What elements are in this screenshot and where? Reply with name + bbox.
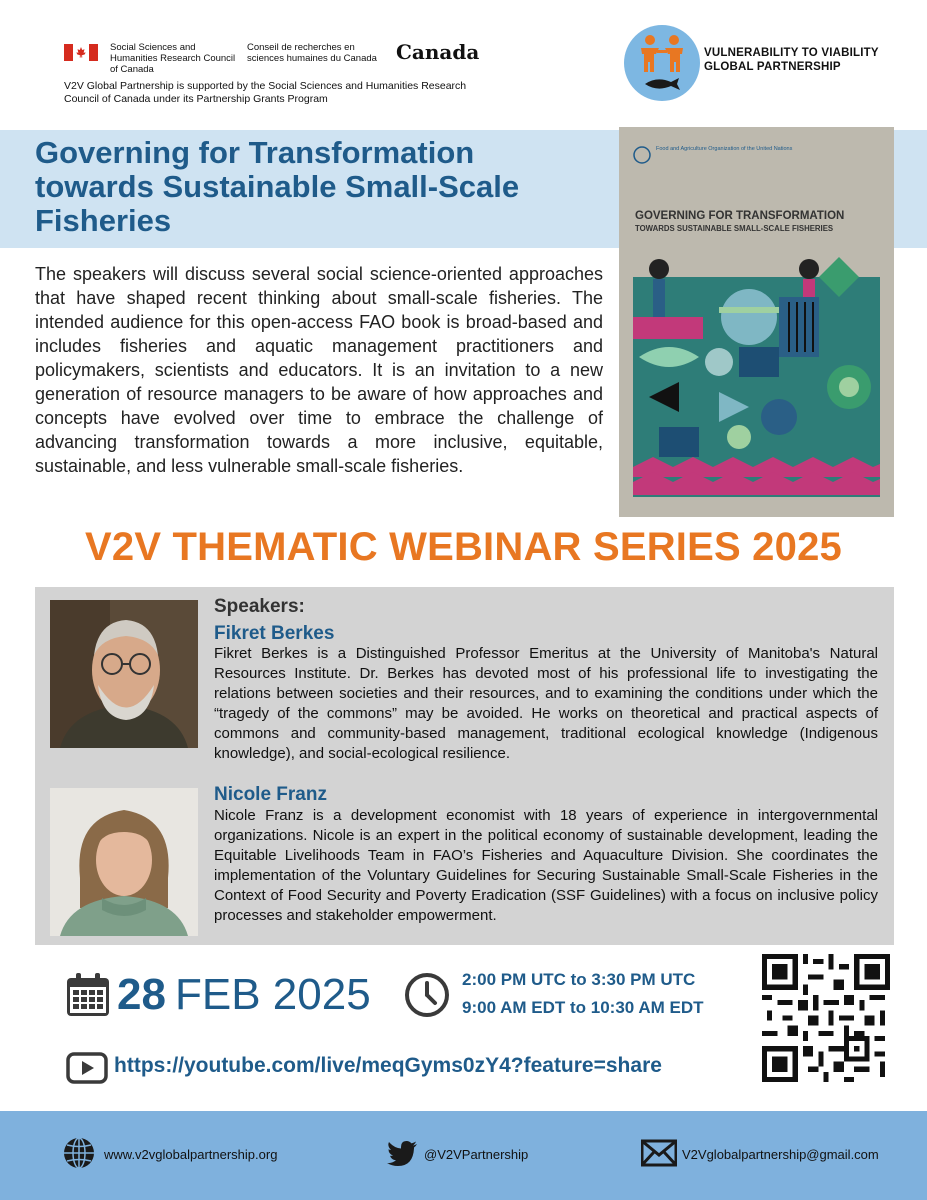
book-cover [619,127,894,517]
intro-paragraph: The speakers will discuss several social science-oriented approaches that have shaped recent thinking about small-scale fisheries. The intended audience for this open-access FAO book is broad-based and includes fisheries and aquatic management practitioners and policymakers, scientists and educators. It is an invitation to a new generation of resource managers to be aware of how approaches and concepts have evolved over time to embrace the challenge of advancing transformation towards a more inclusive, equitable, sustainable, and less vulnerable small-scale fisheries. [35,264,603,476]
event-time-utc: 2:00 PM UTC to 3:30 PM UTC [462,970,696,989]
sshrc-name-english: Social Sciences and Humanities Research Council of Canada [110,42,236,75]
twitter-bird-icon [386,1136,420,1170]
speaker-name: Fikret Berkes [214,623,335,644]
speaker-photo-fikret-berkes [50,600,198,748]
globe-icon [62,1136,96,1170]
support-statement: V2V Global Partnership is supported by the Social Sciences and Humanities Research Council of Canada under its Partnership Grants Program [64,80,467,105]
sshrc-name-french: Conseil de recherches en sciences humaines du Canada [247,42,377,64]
speaker-bio: Nicole Franz is a development economist with 18 years of experience in intergovernmental organizations. Nicole is an expert in the political economy of sustainable development, leading the Equitable Livelihoods Team in FAO’s Fisheries and Aquaculture Division. She coordinates the implementation of the Voluntary Guidelines for Securing Sustainable Small-Scale Fisheries in the Context of Food Security and Poverty Eradication (SSF Guidelines) with a focus on inclusive policy processes and stakeholder empowerment. [214,807,878,924]
canada-flag-icon [64,44,98,61]
clock-icon [404,972,450,1018]
calendar-icon [65,972,111,1018]
cover-subtitle-text: TOWARDS SUSTAINABLE SMALL-SCALE FISHERIES [635,224,834,233]
event-month-year: FEB 2025 [175,970,371,1019]
series-title: V2V THEMATIC WEBINAR SERIES 2025 [85,525,842,569]
qr-code[interactable] [762,954,890,1082]
youtube-play-icon [66,1052,108,1084]
cover-org-text: Food and Agriculture Organization of the United Nations [656,146,793,152]
speaker-name: Nicole Franz [214,784,327,805]
page-title: Governing for Transformation towards Sustainable Small-Scale Fisheries [35,135,520,238]
speaker-bio: Fikret Berkes is a Distinguished Professor Emeritus at the University of Manitoba's Natural Resources Institute. Dr. Berkes has devoted most of his professional life to investigating the relations between societies and their resources, and to examining the conditions under which the “tragedy of the commons” may be avoided. He works on theoretical and practical aspects of commons and community-based management, traditional ecological knowledge (Indigenous knowledge), and social-ecological resilience. [214,645,878,762]
book-cover-art [619,127,894,517]
event-day: 28 [117,970,166,1019]
footer-website[interactable]: www.v2vglobalpartnership.org [104,1147,278,1162]
footer-email[interactable]: V2Vglobalpartnership@gmail.com [682,1147,879,1162]
footer-twitter-handle[interactable]: @V2VPartnership [424,1147,529,1162]
cover-title-text: GOVERNING FOR TRANSFORMATION [635,210,845,222]
canada-wordmark: Canada [396,40,480,64]
v2v-partnership-logo [623,24,701,102]
youtube-live-link[interactable]: https://youtube.com/live/meqGyms0zY4?feature=share [114,1054,662,1077]
v2v-partnership-name: VULNERABILITY TO VIABILITY GLOBAL PARTNERSHIP [704,47,879,73]
event-time-edt: 9:00 AM EDT to 10:30 AM EDT [462,998,704,1017]
speaker-photo-nicole-franz [50,788,198,936]
cover-geometric-pattern [633,257,880,497]
mail-envelope-icon [641,1136,677,1170]
speakers-heading: Speakers: [214,596,305,617]
